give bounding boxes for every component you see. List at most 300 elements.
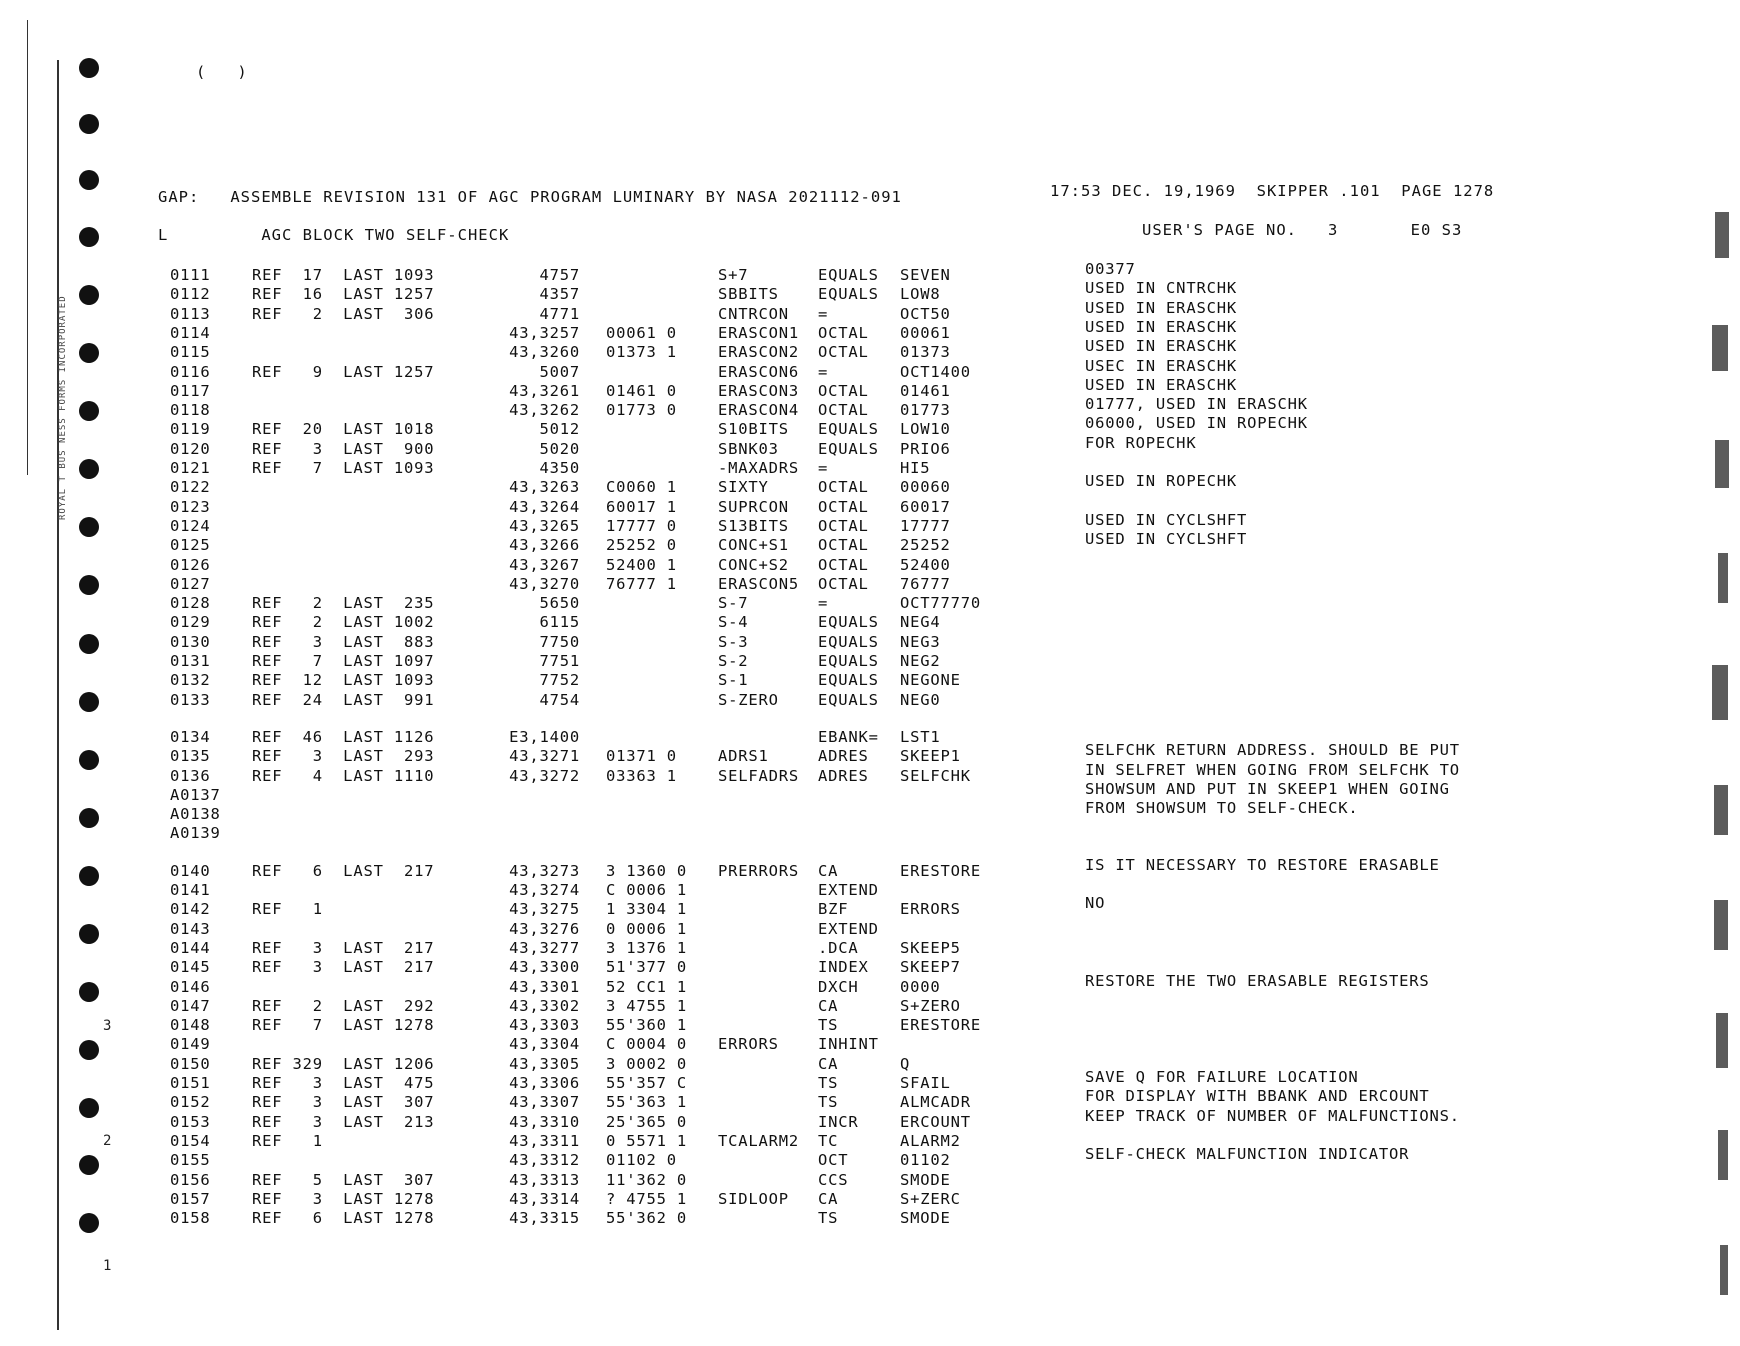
feed-hole <box>79 114 99 134</box>
subheader-right: USER'S PAGE NO. 3 E0 S3 <box>1142 221 1463 239</box>
symbol-label: CONC+S2 <box>718 555 789 574</box>
comment: USED IN CYCLSHFT <box>1085 510 1248 529</box>
line-number: 0141 <box>170 881 211 899</box>
comment: IS IT NECESSARY TO RESTORE ERASABLE <box>1085 855 1440 874</box>
line-number: 0152 <box>170 1093 211 1112</box>
feed-hole <box>79 1213 99 1233</box>
operand: SMODE <box>900 1170 951 1189</box>
feed-hole <box>79 924 99 944</box>
object-code: C0060 1 <box>606 478 677 497</box>
ref-info: REF 2 LAST 292 <box>252 996 435 1015</box>
ref-info: REF 6 LAST 217 <box>252 861 435 880</box>
operand: ERESTORE <box>900 1016 982 1035</box>
ref-info: REF 20 LAST 1018 <box>252 420 435 439</box>
ref-info: REF 46 LAST 1126 <box>252 727 435 746</box>
symbol-label: CNTRCON <box>718 304 789 323</box>
comment: SELF-CHECK MALFUNCTION INDICATOR <box>1085 1145 1410 1164</box>
line-number: 0142 <box>170 900 211 919</box>
line-number: 0118 <box>170 401 211 420</box>
line-number: 0119 <box>170 420 211 439</box>
object-code: 01461 0 <box>606 381 677 400</box>
line-number: 0127 <box>170 574 211 593</box>
line-number: 0126 <box>170 555 211 574</box>
ref-info: REF 329 LAST 1206 <box>252 1054 435 1073</box>
object-code: 25252 0 <box>606 536 677 555</box>
comment: IN SELFRET WHEN GOING FROM SELFCHK TO <box>1085 760 1460 779</box>
address: 6115 <box>539 613 580 632</box>
address: 43,3310 <box>509 1112 580 1131</box>
ref-info: REF 24 LAST 991 <box>252 690 435 709</box>
opcode: = <box>818 594 829 613</box>
operand: OCT77770 <box>900 594 982 613</box>
address: 43,3276 <box>509 919 580 938</box>
symbol-label: S+7 <box>718 266 749 284</box>
address: 43,3302 <box>509 996 580 1015</box>
feed-hole <box>79 750 99 770</box>
line-number: 0120 <box>170 439 211 458</box>
ref-info: REF 1 <box>252 1131 323 1150</box>
opcode: = <box>818 304 829 323</box>
address: 4357 <box>539 285 580 304</box>
symbol-label: S-7 <box>718 594 749 613</box>
opcode: = <box>818 459 829 477</box>
address: E3,1400 <box>509 727 580 746</box>
address: 43,3311 <box>509 1131 580 1150</box>
operand: 01461 <box>900 381 951 400</box>
feed-hole <box>79 285 99 305</box>
address: 43,3315 <box>509 1209 580 1228</box>
symbol-label: SELFADRS <box>718 766 800 785</box>
line-number: 0115 <box>170 343 211 362</box>
operand: ERCOUNT <box>900 1112 971 1131</box>
symbol-label: TCALARM2 <box>718 1131 800 1150</box>
opcode: EBANK= <box>818 727 879 746</box>
opcode: EXTEND <box>818 881 879 899</box>
line-number: 0148 <box>170 1016 211 1035</box>
ref-info: REF 3 LAST 213 <box>252 1112 435 1131</box>
operand: 01373 <box>900 343 951 362</box>
margin-number: 1 <box>103 1258 112 1274</box>
comment: USEC IN ERASCHK <box>1085 356 1237 375</box>
feed-hole <box>79 808 99 828</box>
comment: FOR DISPLAY WITH BBANK AND ERCOUNT <box>1085 1087 1430 1106</box>
opcode: CA <box>818 996 839 1015</box>
symbol-label: SBBITS <box>718 285 779 304</box>
opcode: EQUALS <box>818 439 879 458</box>
line-number: 0144 <box>170 938 211 957</box>
address: 43,3267 <box>509 555 580 574</box>
opcode: TS <box>818 1074 839 1092</box>
address: 43,3257 <box>509 323 580 342</box>
header-right: 17:53 DEC. 19,1969 SKIPPER .101 PAGE 1278 <box>1050 182 1495 200</box>
line-number: 0122 <box>170 478 211 497</box>
symbol-label: S-1 <box>718 671 749 690</box>
comment: NO <box>1085 894 1106 913</box>
address: 4771 <box>539 304 580 323</box>
object-code: 76777 1 <box>606 574 677 593</box>
address: 4754 <box>539 690 580 709</box>
comment: SHOWSUM AND PUT IN SKEEP1 WHEN GOING <box>1085 779 1450 798</box>
feed-hole <box>79 401 99 421</box>
ref-info: REF 7 LAST 1097 <box>252 652 435 670</box>
object-code: 55'360 1 <box>606 1016 688 1035</box>
symbol-label: ERRORS <box>718 1035 779 1054</box>
address: 43,3265 <box>509 516 580 535</box>
line-number: 0124 <box>170 516 211 535</box>
ref-info: REF 3 LAST 217 <box>252 938 435 957</box>
printer-form-text: ROYAL T BUS NESS FORMS INCORPORATED <box>58 295 68 520</box>
opcode: EXTEND <box>818 919 879 938</box>
opcode: TS <box>818 1016 839 1035</box>
opcode: TS <box>818 1093 839 1112</box>
opcode: TS <box>818 1209 839 1228</box>
object-code: C 0006 1 <box>606 881 688 899</box>
object-code: 01371 0 <box>606 747 677 766</box>
line-number: 0112 <box>170 285 211 304</box>
line-number: 0157 <box>170 1189 211 1208</box>
opcode: INHINT <box>818 1035 879 1054</box>
line-number: 0151 <box>170 1074 211 1092</box>
symbol-label: SBNK03 <box>718 439 779 458</box>
object-code: 52 CC1 1 <box>606 977 688 996</box>
operand: SKEEP7 <box>900 958 961 977</box>
address: 43,3306 <box>509 1074 580 1092</box>
operand: ERRORS <box>900 900 961 919</box>
operand: 25252 <box>900 536 951 555</box>
address: 43,3275 <box>509 900 580 919</box>
address: 43,3277 <box>509 938 580 957</box>
ref-info: REF 3 LAST 883 <box>252 632 435 651</box>
address: 43,3270 <box>509 574 580 593</box>
opcode: EQUALS <box>818 671 879 690</box>
comment: USED IN ERASCHK <box>1085 317 1237 336</box>
operand: 0000 <box>900 977 941 996</box>
address: 7750 <box>539 632 580 651</box>
address: 5020 <box>539 439 580 458</box>
ref-info: REF 9 LAST 1257 <box>252 362 435 381</box>
parens-mark: ( ) <box>196 63 248 81</box>
object-code: 3 1360 0 <box>606 861 688 880</box>
line-number: 0155 <box>170 1151 211 1170</box>
object-code: 25'365 0 <box>606 1112 688 1131</box>
margin-number: 2 <box>103 1133 112 1149</box>
opcode: CA <box>818 861 839 880</box>
feed-hole <box>79 1155 99 1175</box>
header-left: GAP: ASSEMBLE REVISION 131 OF AGC PROGRAM LUMINARY BY NASA 2021112-091 <box>158 188 902 206</box>
operand: SMODE <box>900 1209 951 1228</box>
line-number: 0130 <box>170 632 211 651</box>
feed-hole <box>79 692 99 712</box>
line-number: 0133 <box>170 690 211 709</box>
comment: USED IN ROPECHK <box>1085 472 1237 491</box>
operand: S+ZERO <box>900 996 961 1015</box>
address: 43,3272 <box>509 766 580 785</box>
address: 43,3274 <box>509 881 580 899</box>
feed-hole <box>79 170 99 190</box>
symbol-label: -MAXADRS <box>718 459 800 477</box>
operand: PRIO6 <box>900 439 951 458</box>
symbol-label: S10BITS <box>718 420 789 439</box>
opcode: DXCH <box>818 977 859 996</box>
opcode: CCS <box>818 1170 849 1189</box>
address: 43,3263 <box>509 478 580 497</box>
feed-hole <box>79 227 99 247</box>
subheader-left: L AGC BLOCK TWO SELF-CHECK <box>158 226 510 244</box>
operand: 01102 <box>900 1151 951 1170</box>
comment: 00377 <box>1085 260 1136 278</box>
operand: Q <box>900 1054 911 1073</box>
opcode: ADRES <box>818 766 869 785</box>
operand: NEG3 <box>900 632 941 651</box>
opcode: EQUALS <box>818 632 879 651</box>
ref-info: REF 3 LAST 475 <box>252 1074 435 1092</box>
operand: 76777 <box>900 574 951 593</box>
operand: OCT1400 <box>900 362 971 381</box>
margin-number: 3 <box>103 1018 112 1034</box>
address: 5007 <box>539 362 580 381</box>
operand: 01773 <box>900 401 951 420</box>
ref-info: REF 6 LAST 1278 <box>252 1209 435 1228</box>
operand: 52400 <box>900 555 951 574</box>
symbol-label: ERASCON4 <box>718 401 800 420</box>
symbol-label: ADRS1 <box>718 747 769 766</box>
object-code: 55'363 1 <box>606 1093 688 1112</box>
address: 43,3266 <box>509 536 580 555</box>
ref-info: REF 12 LAST 1093 <box>252 671 435 690</box>
operand: SFAIL <box>900 1074 951 1092</box>
operand: SKEEP5 <box>900 938 961 957</box>
operand: 17777 <box>900 516 951 535</box>
opcode: EQUALS <box>818 420 879 439</box>
operand: 00061 <box>900 323 951 342</box>
operand: OCT50 <box>900 304 951 323</box>
opcode: BZF <box>818 900 849 919</box>
opcode: OCTAL <box>818 401 869 420</box>
line-number: 0117 <box>170 381 211 400</box>
operand: 60017 <box>900 497 951 516</box>
symbol-label: CONC+S1 <box>718 536 789 555</box>
line-number: 0136 <box>170 766 211 785</box>
symbol-label: S13BITS <box>718 516 789 535</box>
operand: NEGONE <box>900 671 961 690</box>
ref-info: REF 4 LAST 1110 <box>252 766 435 785</box>
symbol-label: ERASCON3 <box>718 381 800 400</box>
line-number: 0134 <box>170 727 211 746</box>
object-code: 03363 1 <box>606 766 677 785</box>
symbol-label: ERASCON6 <box>718 362 800 381</box>
line-number: 0145 <box>170 958 211 977</box>
object-code: 55'357 C <box>606 1074 688 1092</box>
line-number: 0125 <box>170 536 211 555</box>
operand: ERESTORE <box>900 861 982 880</box>
address: 5012 <box>539 420 580 439</box>
ref-info: REF 3 LAST 293 <box>252 747 435 766</box>
object-code: 17777 0 <box>606 516 677 535</box>
object-code: ? 4755 1 <box>606 1189 688 1208</box>
object-code: 01102 0 <box>606 1151 677 1170</box>
opcode: EQUALS <box>818 613 879 632</box>
edge-artifact <box>1715 212 1729 258</box>
operand: SEVEN <box>900 266 951 284</box>
line-number: 0113 <box>170 304 211 323</box>
object-code: 3 4755 1 <box>606 996 688 1015</box>
opcode: OCTAL <box>818 478 869 497</box>
line-number: 0128 <box>170 594 211 613</box>
line-number: 0132 <box>170 671 211 690</box>
object-code: 0 5571 1 <box>606 1131 688 1150</box>
symbol-label: ERASCON2 <box>718 343 800 362</box>
address: 7752 <box>539 671 580 690</box>
address: 4757 <box>539 266 580 284</box>
address: 43,3261 <box>509 381 580 400</box>
object-code: 51'377 0 <box>606 958 688 977</box>
margin-line <box>57 60 59 1330</box>
line-number: 0143 <box>170 919 211 938</box>
feed-hole <box>79 1040 99 1060</box>
operand: SKEEP1 <box>900 747 961 766</box>
line-number: 0116 <box>170 362 211 381</box>
line-number: 0154 <box>170 1131 211 1150</box>
symbol-label: SIXTY <box>718 478 769 497</box>
address: 43,3301 <box>509 977 580 996</box>
margin-line-short <box>27 20 28 475</box>
opcode: CA <box>818 1054 839 1073</box>
operand: S+ZERC <box>900 1189 961 1208</box>
opcode: ADRES <box>818 747 869 766</box>
symbol-label: ERASCON1 <box>718 323 800 342</box>
feed-hole <box>79 517 99 537</box>
operand: SELFCHK <box>900 766 971 785</box>
line-number: 0150 <box>170 1054 211 1073</box>
comment: 01777, USED IN ERASCHK <box>1085 395 1308 414</box>
object-code: 0 0006 1 <box>606 919 688 938</box>
address: 43,3303 <box>509 1016 580 1035</box>
operand: ALARM2 <box>900 1131 961 1150</box>
ref-info: REF 1 <box>252 900 323 919</box>
opcode: INDEX <box>818 958 869 977</box>
opcode: TC <box>818 1131 839 1150</box>
feed-hole <box>79 1098 99 1118</box>
opcode: EQUALS <box>818 266 879 284</box>
object-code: C 0004 0 <box>606 1035 688 1054</box>
opcode: .DCA <box>818 938 859 957</box>
comment: USED IN ERASCHK <box>1085 298 1237 317</box>
comment: KEEP TRACK OF NUMBER OF MALFUNCTIONS. <box>1085 1106 1460 1125</box>
address: 4350 <box>539 459 580 477</box>
opcode: EQUALS <box>818 652 879 670</box>
ref-info: REF 3 LAST 900 <box>252 439 435 458</box>
line-number: 0140 <box>170 861 211 880</box>
line-number: 0147 <box>170 996 211 1015</box>
line-number: 0149 <box>170 1035 211 1054</box>
ref-info: REF 2 LAST 235 <box>252 594 435 613</box>
address: 43,3314 <box>509 1189 580 1208</box>
operand: HI5 <box>900 459 931 477</box>
ref-info: REF 7 LAST 1278 <box>252 1016 435 1035</box>
edge-artifact <box>1714 785 1728 835</box>
operand: LST1 <box>900 727 941 746</box>
line-number: A0138 <box>170 805 221 824</box>
object-code: 60017 1 <box>606 497 677 516</box>
opcode: OCTAL <box>818 516 869 535</box>
line-number: 0129 <box>170 613 211 632</box>
symbol-label: SIDLOOP <box>718 1189 789 1208</box>
object-code: 01373 1 <box>606 343 677 362</box>
feed-hole <box>79 575 99 595</box>
object-code: 55'362 0 <box>606 1209 688 1228</box>
comment: SAVE Q FOR FAILURE LOCATION <box>1085 1068 1359 1086</box>
comment: RESTORE THE TWO ERASABLE REGISTERS <box>1085 971 1430 990</box>
feed-hole <box>79 866 99 886</box>
comment: USED IN CYCLSHFT <box>1085 530 1248 549</box>
object-code: 11'362 0 <box>606 1170 688 1189</box>
comment: FOR ROPECHK <box>1085 433 1197 452</box>
ref-info: REF 3 LAST 217 <box>252 958 435 977</box>
line-number: 0121 <box>170 459 211 477</box>
line-number: A0139 <box>170 824 221 843</box>
opcode: OCTAL <box>818 323 869 342</box>
feed-hole <box>79 982 99 1002</box>
ref-info: REF 5 LAST 307 <box>252 1170 435 1189</box>
object-code: 01773 0 <box>606 401 677 420</box>
comment: FROM SHOWSUM TO SELF-CHECK. <box>1085 799 1359 818</box>
line-number: 0135 <box>170 747 211 766</box>
feed-hole <box>79 634 99 654</box>
address: 43,3271 <box>509 747 580 766</box>
object-code: 3 0002 0 <box>606 1054 688 1073</box>
symbol-label: S-2 <box>718 652 749 670</box>
address: 7751 <box>539 652 580 670</box>
address: 43,3264 <box>509 497 580 516</box>
operand: NEG4 <box>900 613 941 632</box>
opcode: OCT <box>818 1151 849 1170</box>
ref-info: REF 3 LAST 1278 <box>252 1189 435 1208</box>
opcode: CA <box>818 1189 839 1208</box>
comment: 06000, USED IN ROPECHK <box>1085 414 1308 433</box>
address: 43,3300 <box>509 958 580 977</box>
address: 43,3260 <box>509 343 580 362</box>
ref-info: REF 17 LAST 1093 <box>252 266 435 284</box>
symbol-label: S-4 <box>718 613 749 632</box>
edge-artifact <box>1718 1130 1728 1180</box>
opcode: = <box>818 362 829 381</box>
opcode: EQUALS <box>818 285 879 304</box>
feed-hole <box>79 343 99 363</box>
symbol-label: PRERRORS <box>718 861 800 880</box>
opcode: OCTAL <box>818 497 869 516</box>
feed-hole <box>79 58 99 78</box>
symbol-label: SUPRCON <box>718 497 789 516</box>
line-number: 0158 <box>170 1209 211 1228</box>
line-number: 0123 <box>170 497 211 516</box>
operand: LOW10 <box>900 420 951 439</box>
edge-artifact <box>1712 665 1728 720</box>
edge-artifact <box>1716 1013 1728 1068</box>
line-number: 0146 <box>170 977 211 996</box>
ref-info: REF 16 LAST 1257 <box>252 285 435 304</box>
line-number: 0131 <box>170 652 211 670</box>
object-code: 3 1376 1 <box>606 938 688 957</box>
address: 5650 <box>539 594 580 613</box>
edge-artifact <box>1714 900 1728 950</box>
opcode: INCR <box>818 1112 859 1131</box>
line-number: A0137 <box>170 785 221 804</box>
edge-artifact <box>1712 325 1728 371</box>
edge-artifact <box>1720 1245 1728 1295</box>
address: 43,3312 <box>509 1151 580 1170</box>
ref-info: REF 3 LAST 307 <box>252 1093 435 1112</box>
address: 43,3304 <box>509 1035 580 1054</box>
